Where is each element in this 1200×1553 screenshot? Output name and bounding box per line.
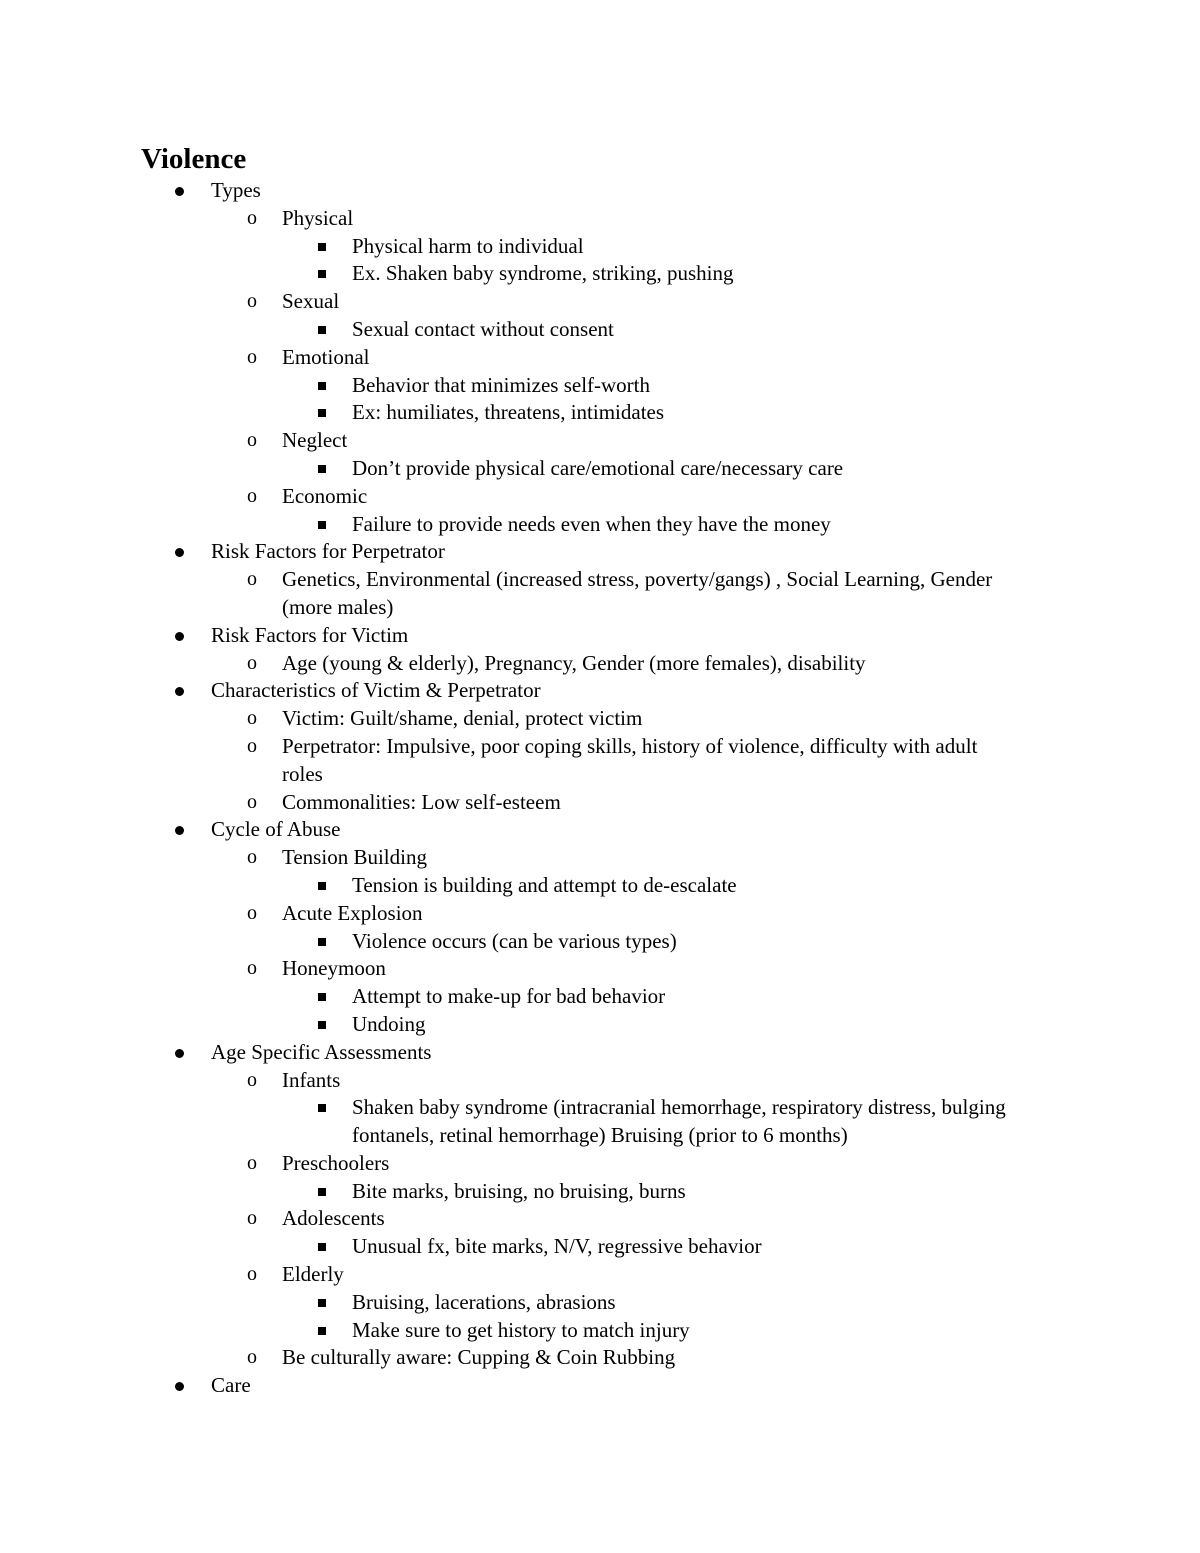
- bullet-disc-icon: [175, 1382, 184, 1391]
- bullet-square-icon: [318, 1243, 326, 1251]
- bullet-circle-icon: o: [247, 1151, 257, 1174]
- outline-item-text: Unusual fx, bite marks, N/V, regressive behavior: [352, 1234, 762, 1259]
- bullet-circle-icon: o: [247, 568, 257, 591]
- bullet-circle-icon: o: [247, 707, 257, 730]
- outline-item-level1: [0, 538, 1200, 566]
- outline-item-level3: [0, 1233, 1200, 1261]
- outline-item-level1: [0, 677, 1200, 705]
- outline-item-level2: [0, 1067, 1200, 1095]
- outline-item-level3: [0, 455, 1200, 483]
- bullet-square-icon: [318, 382, 326, 390]
- outline-item-text: Ex. Shaken baby syndrome, striking, pushing: [352, 261, 734, 286]
- outline-item-level3: [0, 316, 1200, 344]
- bullet-circle-icon: o: [247, 651, 257, 674]
- outline-item-level2: [0, 288, 1200, 316]
- outline-item-level3: [0, 233, 1200, 261]
- outline-item-level3: [0, 1011, 1200, 1039]
- outline-item-level3: [0, 1094, 1200, 1150]
- outline-item-text: Acute Explosion: [282, 900, 423, 925]
- bullet-square-icon: [318, 1021, 326, 1029]
- outline-item-text: Make sure to get history to match injury: [352, 1317, 690, 1342]
- outline-item-text: Don’t provide physical care/emotional care/necessary care: [352, 455, 844, 480]
- outline-item-level3: [0, 511, 1200, 539]
- outline-item-level3: [0, 928, 1200, 956]
- bullet-circle-icon: o: [247, 1346, 257, 1369]
- outline-item-text: Behavior that minimizes self-worth: [352, 372, 651, 397]
- bullet-square-icon: [318, 938, 326, 946]
- bullet-disc-icon: [175, 187, 184, 196]
- outline-item-text: Adolescents: [282, 1206, 385, 1231]
- outline-item-level2: [0, 1150, 1200, 1178]
- outline-item-text: Characteristics of Victim & Perpetrator: [211, 678, 541, 703]
- bullet-square-icon: [318, 993, 326, 1001]
- bullet-circle-icon: o: [247, 429, 257, 452]
- bullet-square-icon: [318, 270, 326, 278]
- outline-item-level1: [0, 622, 1200, 650]
- outline-item-level1: [0, 816, 1200, 844]
- outline-item-level3: [0, 260, 1200, 288]
- bullet-disc-icon: [175, 687, 184, 696]
- outline-item-text: Elderly: [282, 1262, 344, 1287]
- outline-item-level2: [0, 705, 1200, 733]
- bullet-square-icon: [318, 465, 326, 473]
- bullet-circle-icon: o: [247, 1263, 257, 1286]
- outline-item-level2: [0, 844, 1200, 872]
- outline-item-level2: [0, 427, 1200, 455]
- outline-item-level3: [0, 1317, 1200, 1345]
- outline-item-text: Genetics, Environmental (increased stress, poverty/gangs) , Social Learning, Gender (more males): [282, 567, 993, 619]
- bullet-circle-icon: o: [247, 206, 257, 229]
- outline-item-level1: [0, 177, 1200, 205]
- outline-item-text: Attempt to make-up for bad behavior: [352, 984, 666, 1009]
- bullet-circle-icon: o: [247, 957, 257, 980]
- outline-item-level2: [0, 955, 1200, 983]
- outline-item-level2: [0, 483, 1200, 511]
- outline-item-text: Ex: humiliates, threatens, intimidates: [352, 400, 665, 425]
- bullet-circle-icon: o: [247, 1068, 257, 1091]
- bullet-circle-icon: o: [247, 484, 257, 507]
- bullet-square-icon: [318, 1327, 326, 1335]
- bullet-disc-icon: [175, 632, 184, 641]
- outline-item-level2: [0, 650, 1200, 678]
- outline-item-text: Tension Building: [282, 845, 427, 870]
- bullet-square-icon: [318, 521, 326, 529]
- outline-item-text: Bite marks, bruising, no bruising, burns: [352, 1178, 686, 1203]
- bullet-square-icon: [318, 1299, 326, 1307]
- outline-item-text: Preschoolers: [282, 1150, 390, 1175]
- outline-item-level2: [0, 900, 1200, 928]
- outline-item-level3: [0, 372, 1200, 400]
- outline-item-level2: [0, 1205, 1200, 1233]
- outline-item-text: Physical harm to individual: [352, 233, 584, 258]
- bullet-disc-icon: [175, 826, 184, 835]
- outline-item-text: Failure to provide needs even when they have the money: [352, 511, 831, 536]
- outline-item-text: Age Specific Assessments: [211, 1039, 432, 1064]
- outline-item-level3: [0, 1178, 1200, 1206]
- outline-item-text: Sexual: [282, 289, 340, 314]
- outline-item-level3: [0, 1289, 1200, 1317]
- outline-item-level2: [0, 566, 1200, 622]
- outline-item-level3: [0, 983, 1200, 1011]
- outline-item-text: Risk Factors for Victim: [211, 622, 409, 647]
- bullet-disc-icon: [175, 548, 184, 557]
- outline-item-text: Types: [211, 178, 261, 202]
- bullet-circle-icon: o: [247, 345, 257, 368]
- outline-item-text: Age (young & elderly), Pregnancy, Gender (more females), disability: [282, 650, 866, 675]
- outline-item-text: Sexual contact without consent: [352, 316, 614, 341]
- bullet-square-icon: [318, 409, 326, 417]
- outline-item-level2: [0, 205, 1200, 233]
- outline-item-text: Physical: [282, 205, 354, 230]
- bullet-square-icon: [318, 1188, 326, 1196]
- outline-item-text: Violence occurs (can be various types): [352, 928, 677, 953]
- outline-item-text: Commonalities: Low self-esteem: [282, 789, 561, 814]
- outline-item-text: Economic: [282, 483, 368, 508]
- outline-list: [0, 177, 1200, 1400]
- outline-item-text: Neglect: [282, 428, 348, 453]
- outline-item-text: Risk Factors for Perpetrator: [211, 539, 445, 564]
- bullet-circle-icon: o: [247, 790, 257, 813]
- bullet-circle-icon: o: [247, 290, 257, 313]
- outline-item-text: Tension is building and attempt to de-escalate: [352, 872, 737, 897]
- bullet-disc-icon: [175, 1049, 184, 1058]
- outline-item-text: Honeymoon: [282, 956, 386, 981]
- outline-item-level2: [0, 344, 1200, 372]
- outline-item-level1: [0, 1372, 1200, 1400]
- outline-item-text: Infants: [282, 1067, 341, 1092]
- outline-item-text: Bruising, lacerations, abrasions: [352, 1289, 616, 1314]
- bullet-square-icon: [318, 1104, 326, 1112]
- bullet-circle-icon: o: [247, 901, 257, 924]
- bullet-square-icon: [318, 326, 326, 334]
- outline-item-text: Shaken baby syndrome (intracranial hemorrhage, respiratory distress, bulging fontanels, retinal hemorrhage) Bruising (prior to 6 months): [352, 1095, 1006, 1148]
- bullet-square-icon: [318, 243, 326, 251]
- bullet-square-icon: [318, 882, 326, 890]
- outline-item-text: Emotional: [282, 344, 370, 369]
- outline-item-text: Care: [211, 1373, 251, 1398]
- bullet-circle-icon: o: [247, 734, 257, 757]
- outline-item-level2: [0, 1261, 1200, 1289]
- outline-item-text: Perpetrator: Impulsive, poor coping skills, history of violence, difficulty with adult roles: [282, 733, 978, 786]
- bullet-circle-icon: o: [247, 1207, 257, 1230]
- bullet-circle-icon: o: [247, 846, 257, 869]
- outline-item-text: Victim: Guilt/shame, denial, protect victim: [282, 706, 643, 731]
- document-title: Violence: [141, 143, 247, 175]
- outline-item-level3: [0, 872, 1200, 900]
- outline-item-level2: [0, 789, 1200, 817]
- outline-item-level1: [0, 1039, 1200, 1067]
- outline-item-text: Cycle of Abuse: [211, 817, 341, 842]
- outline-item-text: Undoing: [352, 1011, 426, 1036]
- outline-item-level2: [0, 1344, 1200, 1372]
- outline-item-level3: [0, 399, 1200, 427]
- outline-item-text: Be culturally aware: Cupping & Coin Rubbing: [282, 1345, 676, 1370]
- outline-item-level2: [0, 733, 1200, 789]
